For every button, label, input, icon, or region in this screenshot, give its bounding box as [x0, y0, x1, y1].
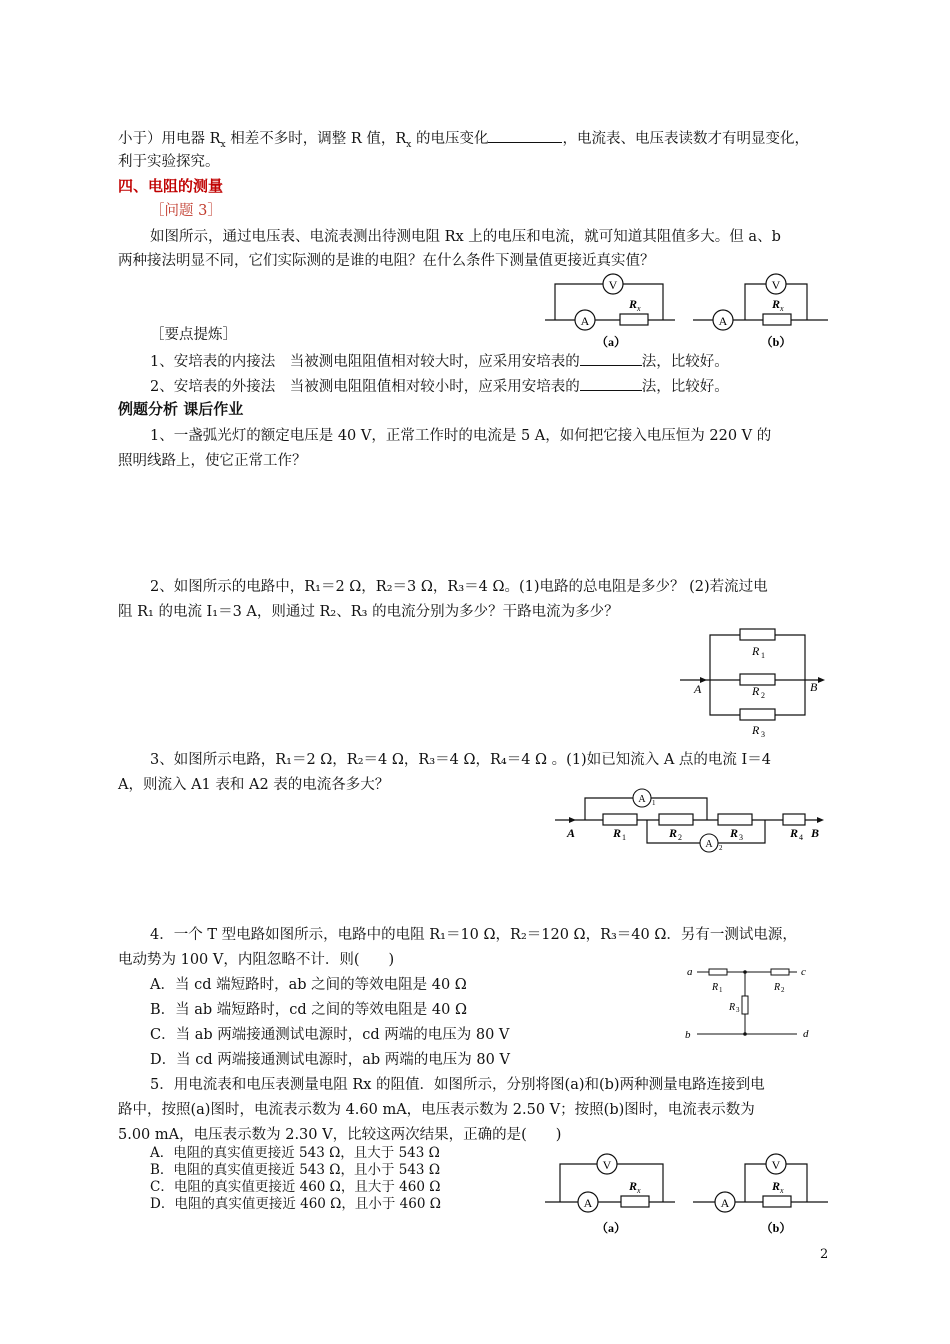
- ex5-option-d[interactable]: D．电阻的真实值更接近 460 Ω，且小于 460 Ω: [150, 1196, 441, 1212]
- voltmeter-label: V: [771, 278, 781, 292]
- a1-label: A: [638, 794, 646, 805]
- voltmeter-label: V: [602, 1158, 612, 1172]
- ex1-line-1: 1、一盏弧光灯的额定电压是 40 V，正常工作时的电流是 5 A，如何把它接入电压恒为 220 V 的: [150, 428, 772, 444]
- ex5-line-2: 路中，按照(a)图时，电流表示数为 4.60 mA，电压表示数为 2.50 V；按照(b)图时，电流表示数为: [118, 1102, 755, 1118]
- circuit-ex2: [680, 625, 830, 740]
- ex4-option-b[interactable]: B．当 ab 端短路时，cd 之间的等效电阻是 40 Ω: [150, 1002, 468, 1018]
- ex3-line-2: A，则流入 A1 表和 A2 表的电流各多大？: [118, 777, 390, 793]
- circuit-a-bottom: [545, 1152, 685, 1237]
- ex3-line-1: 3、如图所示电路，R₁＝2 Ω，R₂＝4 Ω，R₃＝4 Ω，R₄＝4 Ω 。(1)如已知流入 A 点的电流 I＝4: [150, 752, 771, 768]
- voltmeter-label: V: [608, 278, 618, 292]
- caption-b: （b）: [760, 1221, 792, 1235]
- ammeter-label: A: [583, 1196, 593, 1210]
- resistor-rx: [763, 314, 791, 325]
- resistor-rx: [763, 1196, 791, 1207]
- caption-a: （a）: [595, 335, 627, 349]
- point-1: 1、安培表的内接法 当被测电阻阻值相对较大时，应采用安培表的 法，比较好。: [150, 351, 729, 372]
- intro-line-2: 利于实验探究。: [118, 154, 220, 170]
- rx-label: R: [772, 1179, 781, 1193]
- resistor-r1: [740, 629, 775, 640]
- question-line-1: 如图所示，通过电压表、电流表测出待测电阻 Rx 上的电压和电流，就可知道其阻值多大。但 a、b: [150, 229, 781, 245]
- ammeter-label: A: [718, 314, 728, 328]
- terminal-d: d: [803, 1028, 809, 1040]
- terminal-b: b: [685, 1029, 691, 1041]
- ammeter-label: A: [720, 1196, 730, 1210]
- ex4-option-c[interactable]: C．当 ab 两端接通测试电源时，cd 两端的电压为 80 V: [150, 1027, 510, 1043]
- page-number: 2: [820, 1247, 829, 1262]
- voltmeter-label: V: [771, 1158, 781, 1172]
- circuit-ex4: [685, 962, 820, 1042]
- intro-line-1: 小于）用电器 $R_x$ 相差不多时，调整 R 值，$R_x$ 的电压变化 ，电流表、电压表读数才有明显变化，: [118, 128, 809, 155]
- resistor-r4: [783, 814, 805, 825]
- resistor-rx: [620, 314, 648, 325]
- circuit-a-top: [545, 270, 685, 350]
- r1-sub: 1: [622, 833, 626, 842]
- terminal-a: a: [687, 966, 693, 978]
- r3-label: R: [752, 723, 760, 737]
- rx-sub: x: [637, 304, 641, 313]
- r2-sub: 2: [781, 986, 785, 994]
- ex5-line-3: 5.00 mA，电压表示数为 2.30 V，比较这两次结果，正确的是( ): [118, 1127, 562, 1143]
- r2-label: R: [669, 826, 678, 840]
- circuit-b-bottom: [693, 1152, 833, 1237]
- r2-label: R: [752, 684, 760, 698]
- ex4-line-2: 电动势为 100 V，内阻忽略不计．则( ): [118, 952, 395, 968]
- ex5-line-1: 5．用电流表和电压表测量电阻 Rx 的阻值．如图所示，分别将图(a)和(b)两种测量电路连接到电: [150, 1077, 765, 1093]
- ex4-line-1: 4．一个 T 型电路如图所示，电路中的电阻 R₁＝10 Ω，R₂＝120 Ω，R₃＝40 Ω．另有一测试电源，: [150, 927, 797, 943]
- circuit-b-top: [693, 270, 833, 350]
- node-a: A: [694, 682, 702, 696]
- rx-sub: x: [780, 1186, 784, 1195]
- ex5-option-c[interactable]: C．电阻的真实值更接近 460 Ω，且大于 460 Ω: [150, 1179, 441, 1195]
- node-b: B: [811, 826, 820, 840]
- ex5-option-b[interactable]: B．电阻的真实值更接近 543 Ω，且小于 543 Ω: [150, 1162, 441, 1178]
- r3-sub: 3: [761, 730, 765, 739]
- resistor-r2: [771, 969, 789, 975]
- r1-sub: 1: [719, 986, 723, 994]
- question-line-2: 两种接法明显不同，它们实际测的是谁的电阻？在什么条件下测量值更接近真实值？: [118, 253, 655, 269]
- r1-label: R: [752, 644, 760, 658]
- r1-label: R: [712, 982, 719, 993]
- r4-sub: 4: [799, 833, 803, 842]
- node-a: A: [567, 826, 576, 840]
- node-b: B: [810, 680, 818, 694]
- resistor-r3: [740, 709, 775, 720]
- key-points-label: ［要点提炼］: [150, 327, 237, 343]
- blank-outer[interactable]: [580, 376, 642, 391]
- rx-sub: x: [780, 304, 784, 313]
- rx-label: R: [629, 297, 638, 311]
- ex1-line-2: 照明线路上，使它正常工作？: [118, 453, 307, 469]
- r3-label: R: [730, 826, 739, 840]
- point-2: 2、安培表的外接法 当被测电阻阻值相对较小时，应采用安培表的 法，比较好。: [150, 376, 729, 397]
- ex4-option-a[interactable]: A．当 cd 端短路时，ab 之间的等效电阻是 40 Ω: [150, 977, 467, 993]
- r3-sub: 3: [739, 833, 743, 842]
- ex2-line-1: 2、如图所示的电路中，R₁＝2 Ω，R₂＝3 Ω，R₃＝4 Ω。(1)电路的总电阻是多少？ (2)若流过电: [150, 579, 768, 595]
- resistor-rx: [621, 1196, 649, 1207]
- circuit-ex3: [555, 785, 835, 855]
- question-tag: ［问题 3］: [150, 203, 222, 219]
- section-title: 四、电阻的测量: [118, 177, 224, 195]
- caption-a: （a）: [595, 1221, 627, 1235]
- r1-label: R: [613, 826, 622, 840]
- r2-sub: 2: [678, 833, 682, 842]
- blank-voltage-change[interactable]: [488, 128, 562, 143]
- r2-label: R: [774, 982, 781, 993]
- a2-label: A: [705, 839, 713, 850]
- ex5-option-a[interactable]: A．电阻的真实值更接近 543 Ω，且大于 543 Ω: [150, 1145, 440, 1161]
- a1-sub: 1: [652, 799, 656, 807]
- resistor-r3: [742, 996, 748, 1014]
- resistor-r1: [709, 969, 727, 975]
- rx-label: R: [772, 297, 781, 311]
- a2-sub: 2: [719, 844, 723, 852]
- blank-inner[interactable]: [580, 351, 642, 366]
- r3-label: R: [729, 1002, 736, 1013]
- examples-title: 例题分析 课后作业: [118, 400, 244, 418]
- r2-sub: 2: [761, 691, 765, 700]
- rx-sub: x: [637, 1186, 641, 1195]
- resistor-r2: [659, 814, 693, 825]
- caption-b: （b）: [760, 335, 792, 349]
- resistor-r3: [718, 814, 752, 825]
- r3-sub: 3: [736, 1006, 740, 1014]
- r1-sub: 1: [761, 651, 765, 660]
- resistor-r1: [603, 814, 637, 825]
- ex2-line-2: 阻 R₁ 的电流 I₁＝3 A，则通过 R₂、R₃ 的电流分别为多少？干路电流为多少？: [118, 604, 619, 620]
- rx-label: R: [629, 1179, 638, 1193]
- terminal-c: c: [801, 966, 806, 978]
- ex4-option-d[interactable]: D．当 cd 两端接通测试电源时，ab 两端的电压为 80 V: [150, 1052, 510, 1068]
- r4-label: R: [790, 826, 799, 840]
- ammeter-label: A: [580, 314, 590, 328]
